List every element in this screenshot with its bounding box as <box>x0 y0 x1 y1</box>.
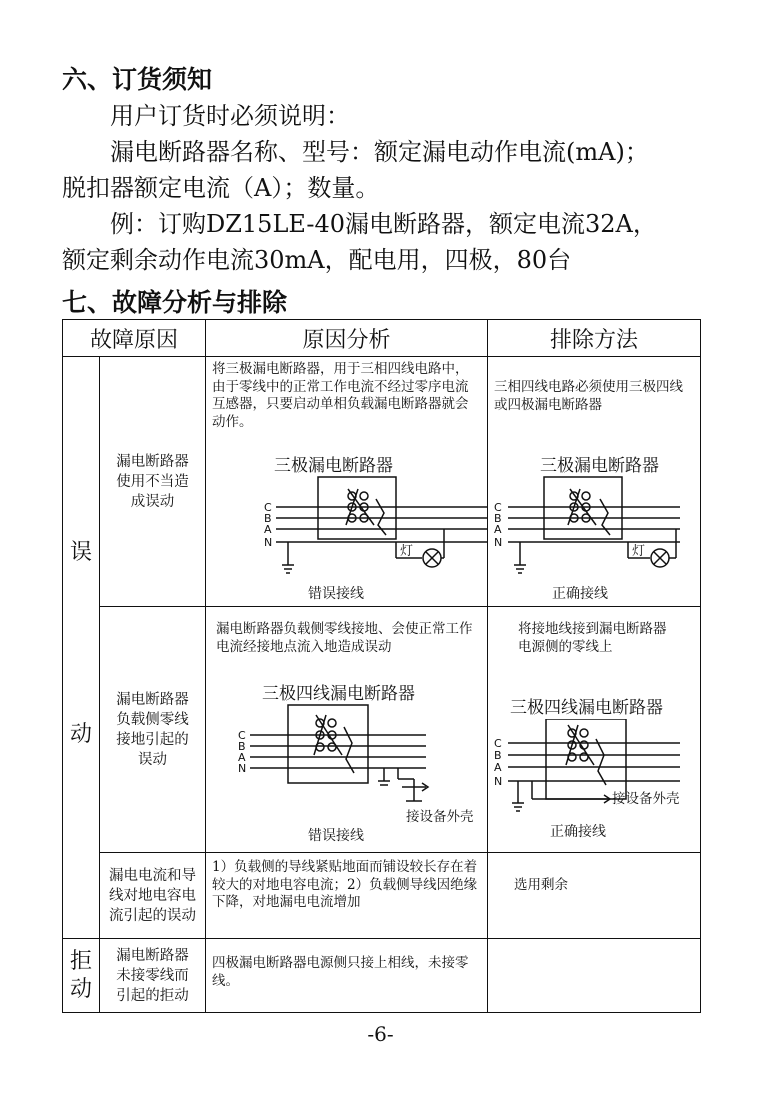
order-example-1: 例：订购DZ15LE-40漏电断路器，额定电流32A， <box>110 210 657 238</box>
header-cause: 故障原因 <box>63 320 206 357</box>
remedy-cell-4 <box>488 939 701 1013</box>
svg-text:A: A <box>238 751 246 764</box>
remedy-cell-2 <box>488 607 701 853</box>
analysis-cell-4: 四极漏电断路器电源侧只接上相线，未接零线。 <box>206 939 488 1013</box>
wiring-diagram-wrong-2 <box>206 703 488 827</box>
cause-cell-3: 漏电电流和导线对地电容电流引起的误动 <box>100 853 206 939</box>
analysis-cell-3: 1）负载侧的导线紧贴地面而铺设较长存在着较大的对地电容电流；2）负载侧导线因绝缘下降，对地漏电电流增加 <box>206 853 488 939</box>
category-char-1: 误 <box>69 540 92 565</box>
svg-text:B: B <box>494 512 502 525</box>
wiring-diagram-wrong-1 <box>206 475 488 585</box>
diagram-title-1b: 三极漏电断路器 <box>540 456 660 476</box>
remedy-text-1: 三相四线电路必须使用三极四线或四极漏电断路器 <box>494 379 684 413</box>
order-item-1: 漏电断路器名称、型号：额定漏电动作电流(mA)； <box>110 138 649 166</box>
lamp-label-1a: 灯 <box>400 544 414 559</box>
analysis-text-1: 将三极漏电断路器，用于三相四线电路中，由于零线中的正常工作电流不经过零序电流互感器，只要启动单相负载漏电断路器就会动作。 <box>212 361 469 430</box>
remedy-cell-3: 选用剩余 <box>488 853 701 939</box>
svg-text:C: C <box>264 501 272 514</box>
svg-text:N: N <box>264 536 273 549</box>
diagram-title-2b: 三极四线漏电断路器 <box>510 698 664 718</box>
svg-text:B: B <box>238 740 246 753</box>
cause-cell-2: 漏电断路器负载侧零线接地引起的误动 <box>100 607 206 853</box>
wiring-diagram-correct-1 <box>488 475 701 585</box>
svg-text:C: C <box>494 737 502 750</box>
note-correct-2: 接设备外壳 <box>612 791 680 807</box>
remedy-text-2: 将接地线接到漏电断路器电源侧的零线上 <box>518 621 667 655</box>
svg-text:C: C <box>494 501 502 514</box>
header-analysis: 原因分析 <box>206 320 488 357</box>
caption-correct-2: 正确接线 <box>550 824 607 840</box>
caption-wrong-2: 错误接线 <box>308 828 365 844</box>
order-example-2: 额定剩余动作电流30mA，配电用，四极，80台 <box>62 246 572 274</box>
category-char-2: 动 <box>69 722 92 747</box>
section-6-heading: 六、订货须知 <box>62 65 213 94</box>
cause-cell-1: 漏电断路器使用不当造成误动 <box>100 357 206 607</box>
cause-cell-4: 漏电断路器未接零线而引起的拒动 <box>100 939 206 1013</box>
header-remedy: 排除方法 <box>488 320 701 357</box>
svg-text:B: B <box>264 512 272 525</box>
page-number: -6- <box>367 1022 394 1046</box>
svg-text:A: A <box>494 523 502 536</box>
svg-text:N: N <box>494 775 503 788</box>
svg-text:C: C <box>238 729 246 742</box>
svg-text:A: A <box>264 523 272 536</box>
svg-text:N: N <box>494 536 503 549</box>
section-7-heading: 七、故障分析与排除 <box>62 288 288 317</box>
caption-correct-1: 正确接线 <box>552 586 609 602</box>
wiring-diagram-correct-2 <box>488 719 701 829</box>
svg-text:A: A <box>494 761 502 774</box>
fault-table <box>62 319 701 1013</box>
remedy-cell-1 <box>488 357 701 607</box>
order-intro: 用户订货时必须说明： <box>110 102 350 130</box>
caption-wrong-1: 错误接线 <box>308 586 365 602</box>
analysis-cell-1 <box>206 357 488 607</box>
note-wrong-2: 接设备外壳 <box>406 809 474 825</box>
analysis-text-2: 漏电断路器负载侧零线接地、会使正常工作电流经接地点流入地造成误动 <box>216 621 473 655</box>
category-refuse-trip: 拒动 <box>63 939 100 1013</box>
category-false-trip <box>63 357 100 939</box>
diagram-title-1a: 三极漏电断路器 <box>274 456 394 476</box>
svg-text:B: B <box>494 749 502 762</box>
diagram-title-2a: 三极四线漏电断路器 <box>262 684 416 704</box>
lamp-label-1b: 灯 <box>632 544 646 559</box>
analysis-cell-2 <box>206 607 488 853</box>
order-item-2: 脱扣器额定电流（A）；数量。 <box>62 174 380 202</box>
svg-text:N: N <box>238 762 247 775</box>
